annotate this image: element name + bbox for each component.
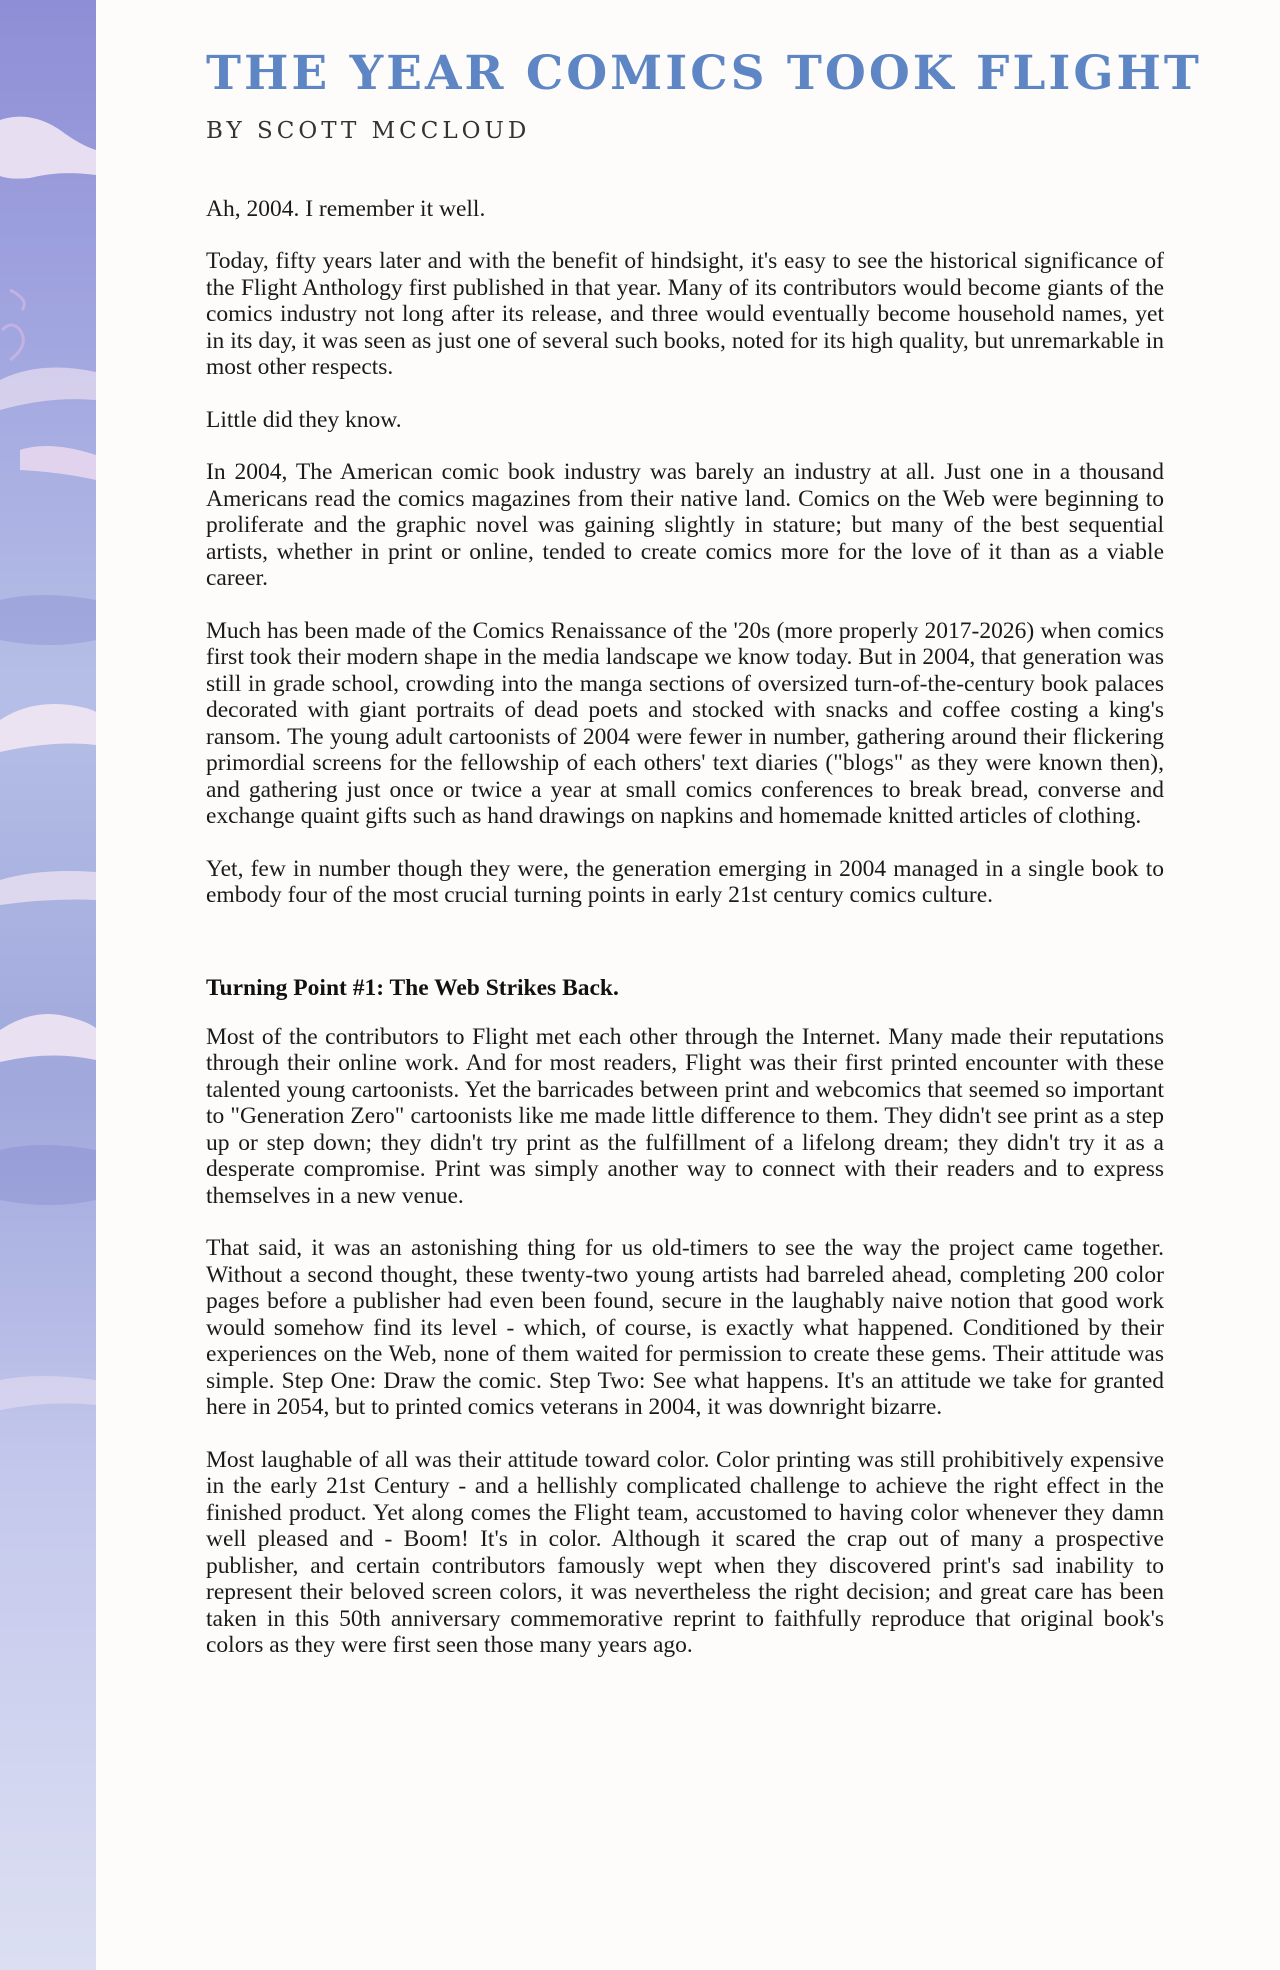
paragraph: Most laughable of all was their attitude toward color. Color printing was still prohibitively expensive in the early 21st Century - and a hellishly complicated challenge to achieve the right effect in the finished product. Yet along comes the Flight team, accustomed to having color whenever they damn well pleased and - Boom! It's in color. Although it scared the crap out of many a prospective publisher, and certain contributors famously wept when they discovered print's sad inability to represent their beloved screen colors, it was nevertheless the right decision; and great care has been taken in this 50th anniversary commemorative reprint to faithfully reproduce that original book's colors as they were first seen those many years ago. [206,1446,1164,1659]
paragraph: Ah, 2004. I remember it well. [206,195,486,222]
paragraph: Yet, few in number though they were, the generation emerging in 2004 managed in a single book to embody four of the most crucial turning points in early 21st century comics culture. [206,855,1164,909]
sky-art-strip [0,0,96,1970]
paragraph: Most of the contributors to Flight met each other through the Internet. Many made their reputations through their online work. And for most readers, Flight was their first printed encounter with these talented young cartoonists. Yet the barricades between print and webcomics that seemed so important to "Generation Zero" cartoonists like me made little difference to them. They didn't see print as a step up or step down; they didn't try print as the fulfillment of a lifelong dream; they didn't try it as a desperate compromise. Print was simply another way to connect with their readers and to express themselves in a new venue. [206,1023,1164,1209]
paragraph: In 2004, The American comic book industry was barely an industry at all. Just one in a thousand Americans read the comics magazines from their native land. Comics on the Web were beginning to proliferate and the graphic novel was gaining slightly in stature; but many of the best sequential artists, whether in print or online, tended to create comics more for the love of it than as a viable career. [206,459,1164,592]
paragraph: Much has been made of the Comics Renaissance of the '20s (more properly 2017-2026) when comics first took their modern shape in the media landscape we know today. But in 2004, that generation was still in grade school, crowding into the manga sections of oversized turn-of-the-century book palaces decorated with giant portraits of dead poets and stocked with snacks and coffee costing a king's ransom. The young adult cartoonists of 2004 were fewer in number, gathering around their flickering primordial screens for the fellowship of each others' text diaries ("blogs" as they were known then), and gathering just once or twice a year at small comics conferences to break bread, converse and exchange quaint gifts such as hand drawings on napkins and homemade knitted articles of clothing. [206,617,1164,830]
article-title: THE YEAR COMICS TOOK FLIGHT [206,46,1202,101]
cloud-illustration-icon [0,0,96,1970]
section-heading: Turning Point #1: The Web Strikes Back. [206,974,619,1001]
paragraph: That said, it was an astonishing thing for us old-timers to see the way the project came together. Without a second thought, these twenty-two young artists had barreled ahead, completing 200 color pages before a publisher had even been found, secure in the laughably naive notion that good work would somehow find its level - which, of course, is exactly what happened. Conditioned by their experiences on the Web, none of them waited for permission to create these gems. Their attitude was simple. Step One: Draw the comic. Step Two: See what happens. It's an attitude we take for granted here in 2054, but to printed comics veterans in 2004, it was downright bizarre. [206,1235,1164,1421]
turning-point-section [206,1024,1164,1659]
article-byline: BY SCOTT MCCLOUD [206,117,531,144]
paragraph: Little did they know. [206,406,402,433]
article [206,46,1202,1685]
paragraph: Today, fifty years later and with the benefit of hindsight, it's easy to see the historical significance of the Flight Anthology first published in that year. Many of its contributors would become giants of the comics industry not long after its release, and three would eventually become household names, yet in its day, it was seen as just one of several such books, noted for its high quality, but unremarkable in most other respects. [206,248,1164,381]
intro-section [206,196,1164,909]
